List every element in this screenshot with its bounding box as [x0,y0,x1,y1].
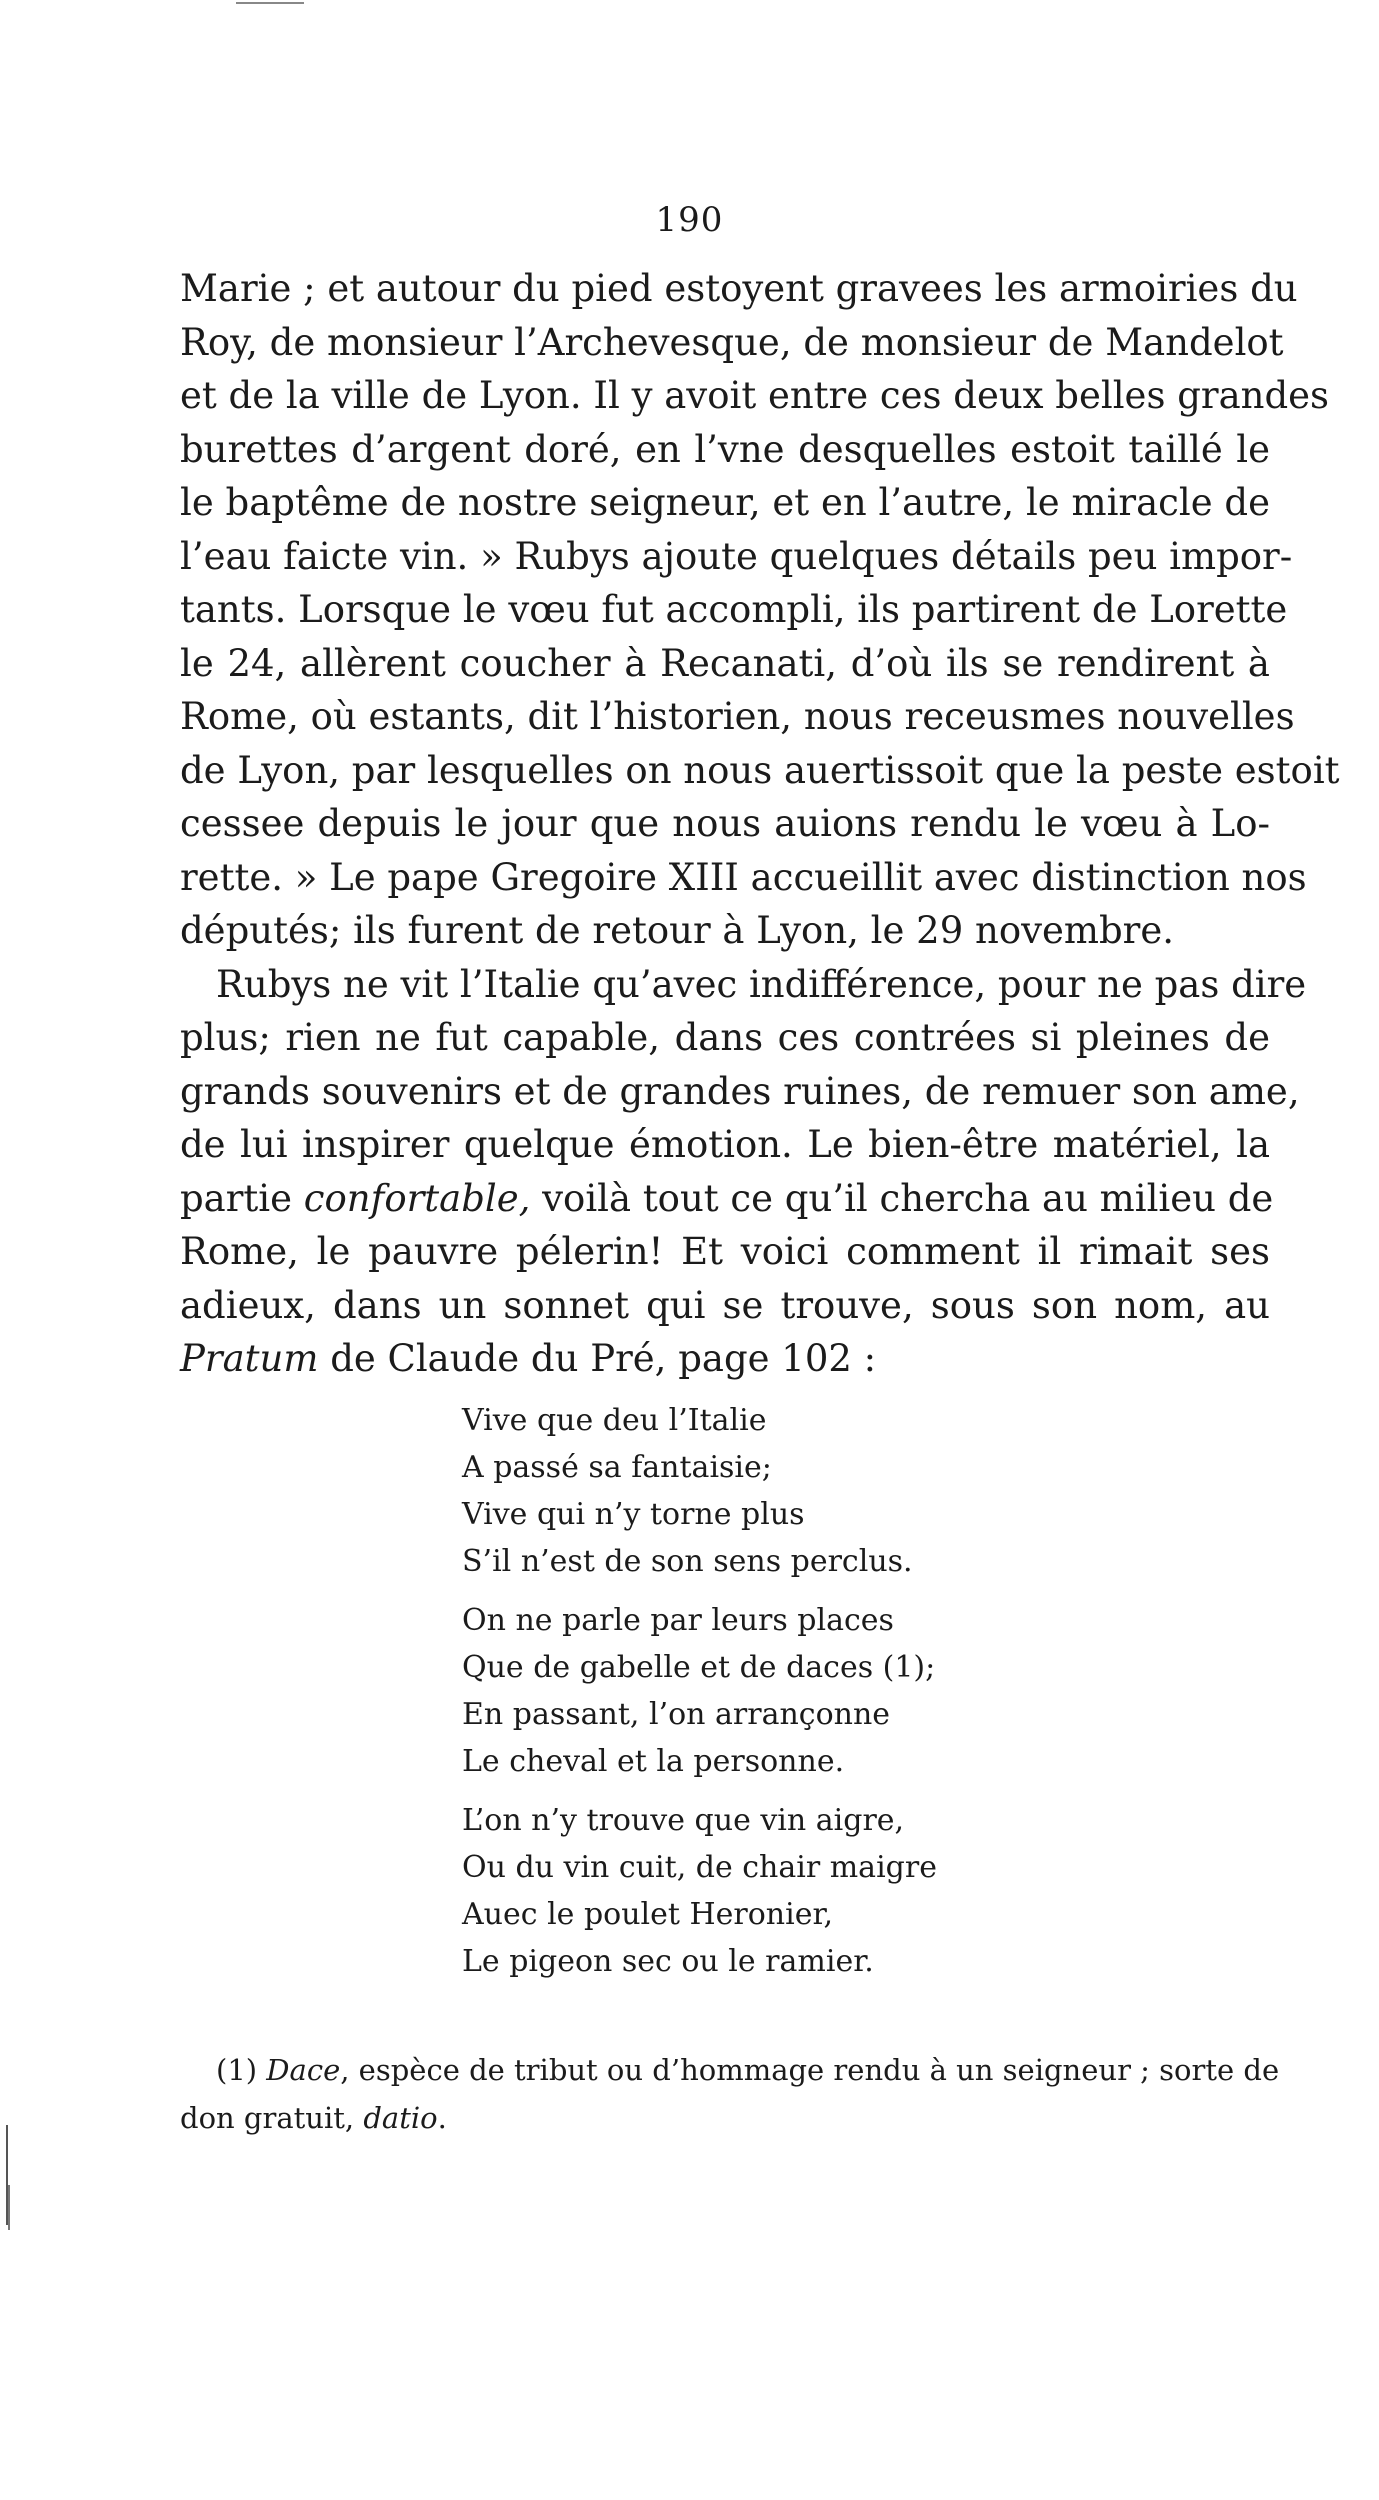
italic-word-confortable: confortable, [303,1176,531,1220]
text-line: Roy, de monsieur l’Archevesque, de monsieur de Mandelot [180,320,1284,364]
stanza-3 [462,1797,1062,1985]
stanza-1 [462,1397,1062,1585]
text-line: plus; rien ne fut capable, dans ces contrées si pleines de [180,1016,1270,1059]
text-line [180,1332,1270,1386]
verse-line: Le pigeon sec ou le ramier. [462,1944,874,1979]
text-line: tants. Lorsque le vœu fut accompli, ils partirent de Lorette [180,588,1288,631]
text-line: cessee depuis le jour que nous auions rendu le vœu à Lo- [180,802,1270,845]
text-line: adieux, dans un sonnet qui se trouve, sous son nom, au [180,1283,1270,1327]
footnote-text: . [437,2101,447,2135]
text-line: rette. » Le pape Gregoire XIII accueillit avec distinction nos [180,855,1307,899]
footnote-line [180,2046,1280,2094]
text-segment: de Claude du Pré, page 102 : [318,1337,877,1380]
main-text [180,262,1340,1386]
verse-line: Ou du vin cuit, de chair maigre [462,1850,937,1885]
verse-line: Vive qui n’y torne plus [462,1497,805,1532]
footnote [180,2046,1280,2142]
page-number: 190 [655,200,724,240]
text-line: Rubys ne vit l’Italie qu’avec indifférence, pour ne pas dire [216,962,1307,1006]
verse-line: Auec le poulet Heronier, [462,1897,834,1932]
verse-line: Le cheval et la personne. [462,1744,845,1779]
footnote-marker: (1) [216,2053,267,2087]
text-line: burettes d’argent doré, en l’vne desquelles estoit taillé le [180,427,1270,471]
scan-mark-left-2 [8,2185,10,2230]
text-line: le baptême de nostre seigneur, et en l’autre, le miracle de [180,481,1270,524]
text-segment: voilà tout ce qu’il chercha au milieu de [530,1176,1274,1220]
text-line: Rome, le pauvre pélerin! Et voici comment il rimait ses [180,1230,1270,1273]
scan-mark-top [236,2,304,4]
text-line: de lui inspirer quelque émotion. Le bien-être matériel, la [180,1123,1270,1166]
footnote-text: don gratuit, [180,2101,364,2135]
verse-line: A passé sa fantaisie; [462,1450,772,1485]
poem [462,1397,1062,1997]
verse-line: S’il n’est de son sens perclus. [462,1544,913,1579]
text-line: députés; ils furent de retour à Lyon, le 29 novembre. [180,909,1175,952]
verse-line: On ne parle par leurs places [462,1603,894,1638]
text-line: Rome, où estants, dit l’historien, nous receusmes nouvelles [180,695,1295,738]
footnote-text: , espèce de tribut ou d’hommage rendu à un seigneur ; sorte de [340,2053,1280,2087]
verse-line: En passant, l’on arrançonne [462,1697,891,1732]
verse-line: L’on n’y trouve que vin aigre, [462,1803,905,1838]
text-line: Marie ; et autour du pied estoyent gravees les armoiries du [180,267,1298,310]
text-line: et de la ville de Lyon. Il y avoit entre ces deux belles grandes [180,374,1330,417]
text-line: l’eau faicte vin. » Rubys ajoute quelques détails peu impor- [180,534,1293,578]
footnote-latin-term: datio [363,2101,438,2135]
text-line [180,1172,1274,1226]
text-line: grands souvenirs et de grandes ruines, de remuer son ame, [180,1069,1300,1113]
text-line: de Lyon, par lesquelles on nous auertissoit que la peste estoit [180,748,1340,792]
footnote-line [180,2094,1270,2142]
verse-line: Vive que deu l’Italie [462,1403,767,1438]
footnote-term: Dace [266,2053,341,2087]
text-segment: partie [180,1176,304,1220]
stanza-2 [462,1597,1062,1785]
text-line: le 24, allèrent coucher à Recanati, d’où ils se rendirent à [180,641,1270,685]
italic-title-pratum: Pratum [180,1337,319,1380]
verse-line: Que de gabelle et de daces (1); [462,1650,936,1685]
